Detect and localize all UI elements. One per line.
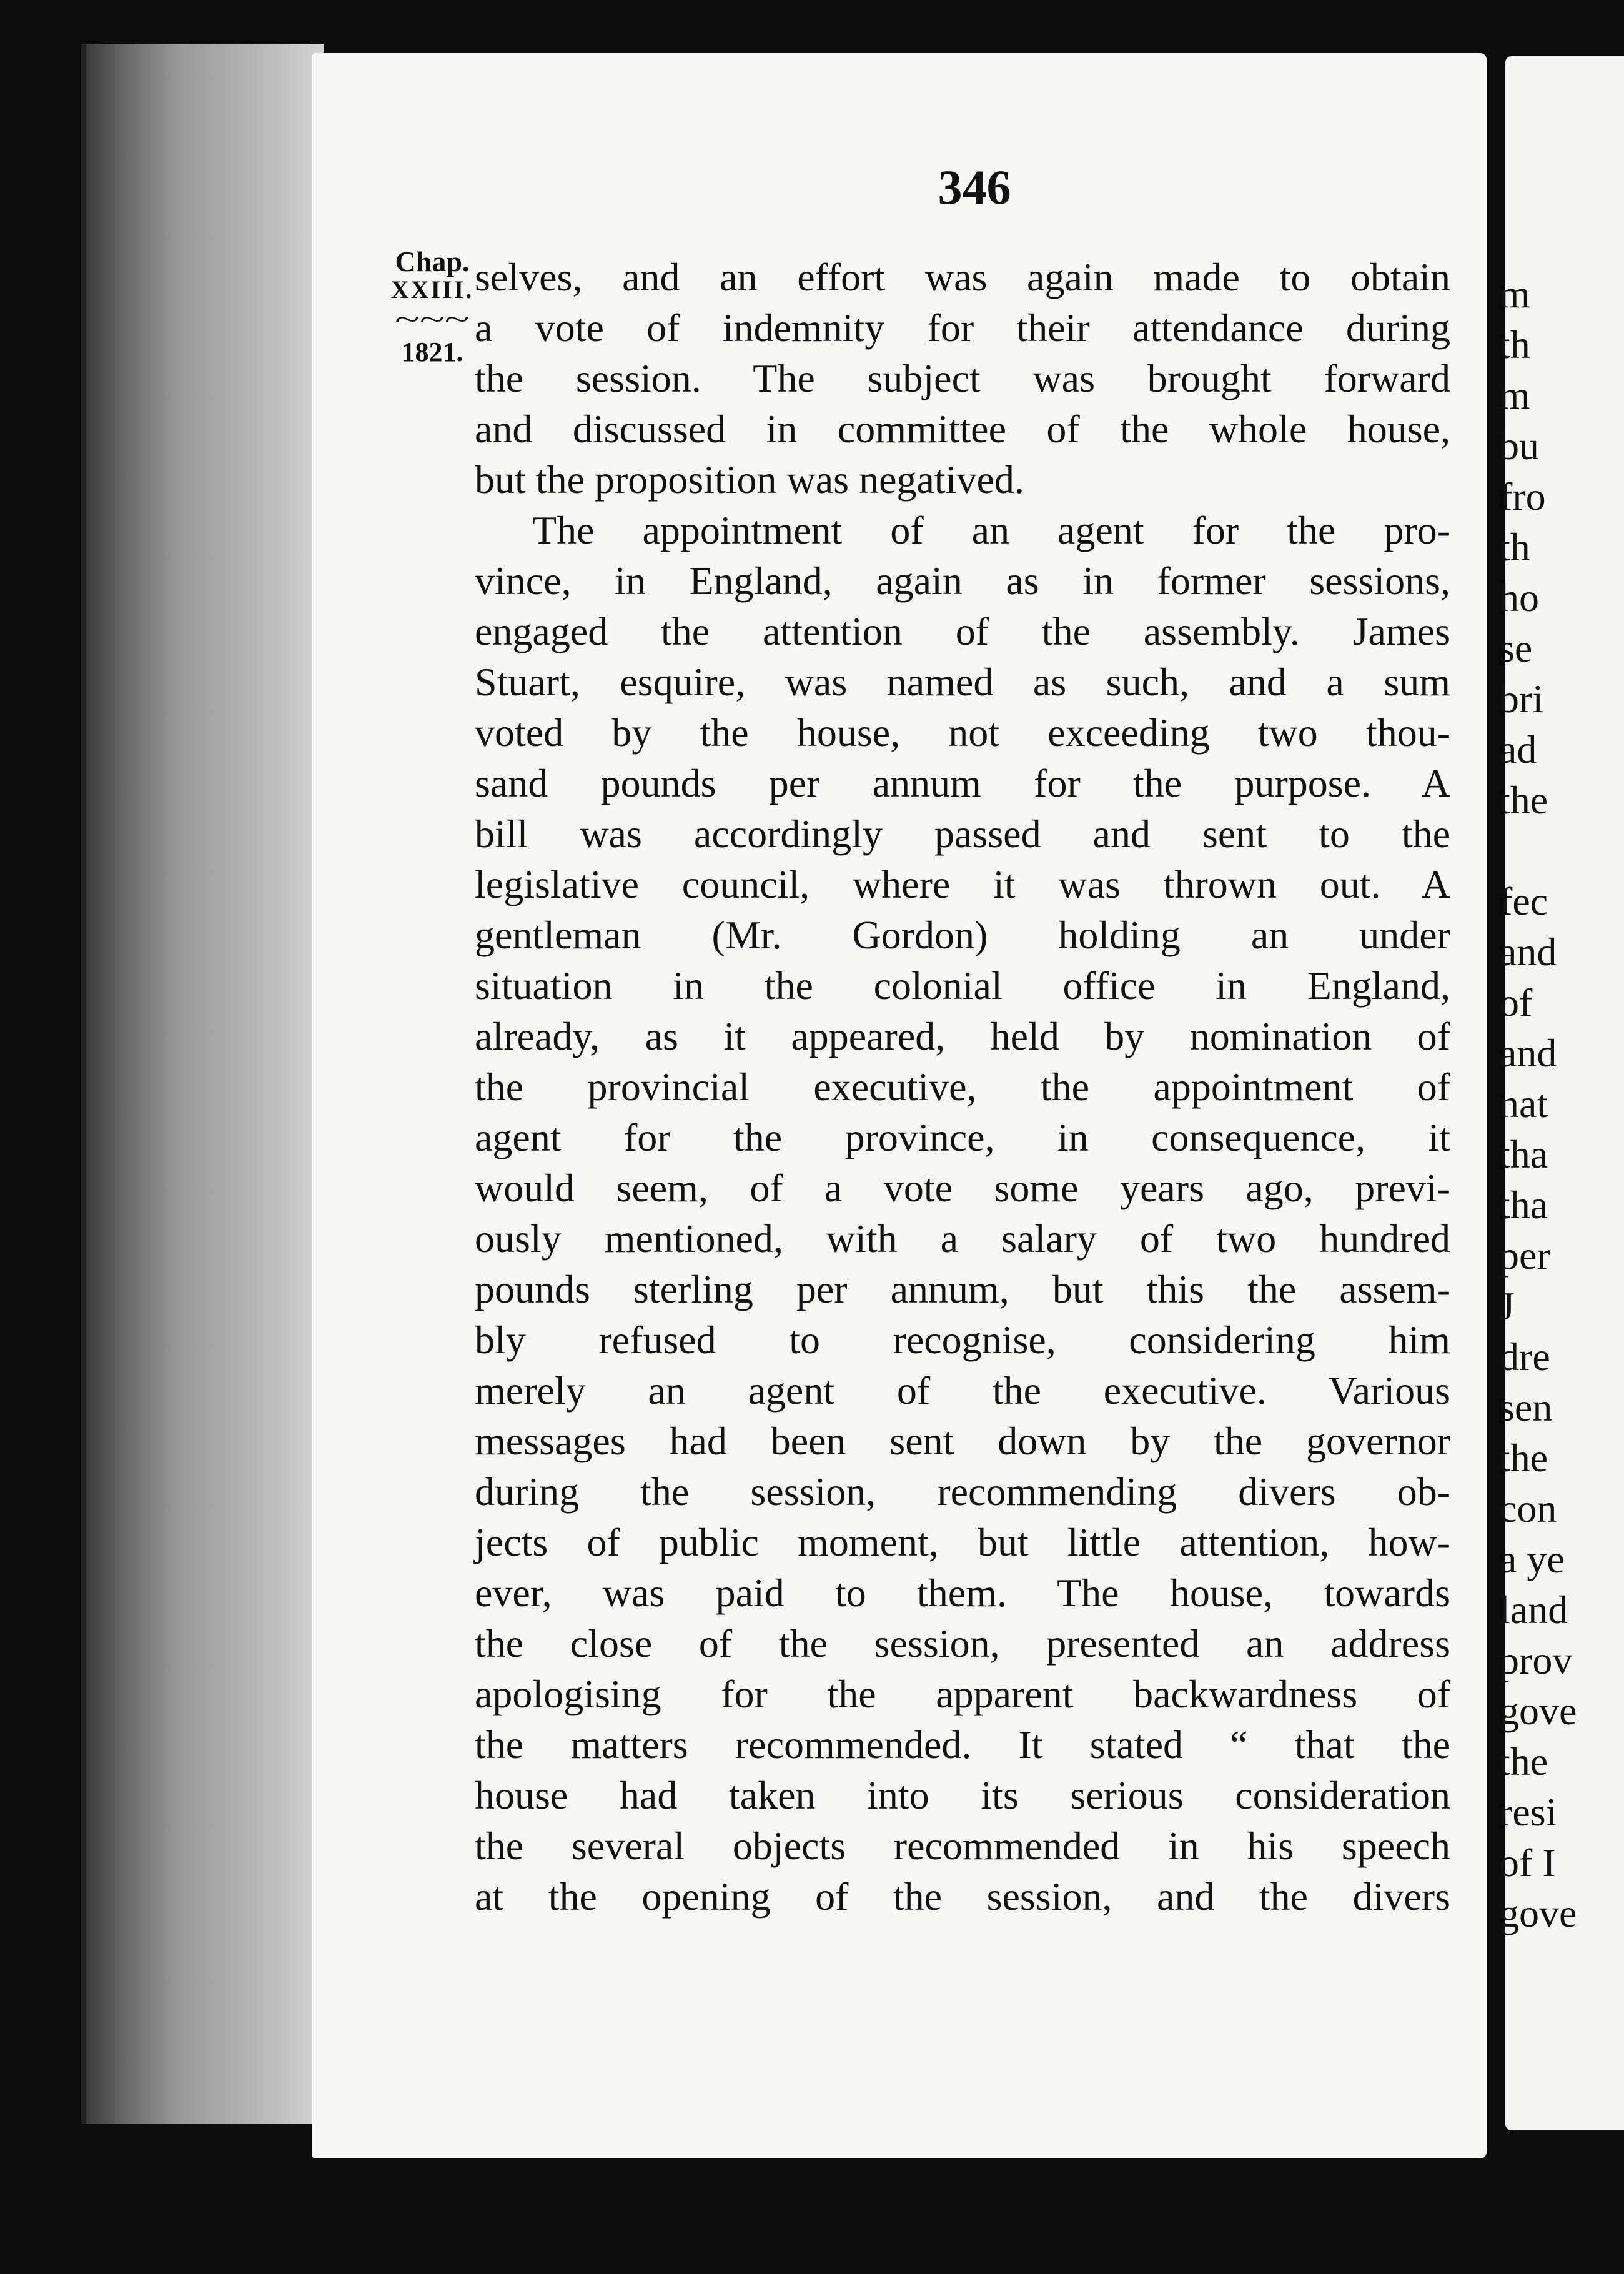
text-line: gentleman (Mr. Gordon) holding an under: [475, 913, 1450, 957]
adjacent-page-line: and: [1499, 930, 1557, 974]
adjacent-page-line: of: [1499, 980, 1533, 1025]
adjacent-page-line: the: [1499, 1436, 1548, 1480]
text-line: bill was accordingly passed and sent to the: [475, 812, 1450, 856]
text-line: vince, in England, again as in former sessions,: [475, 559, 1450, 603]
chapter-label: Chap.: [395, 246, 470, 277]
adjacent-page-line: the: [1499, 1739, 1548, 1784]
text-line: sand pounds per annum for the purpose. A: [475, 761, 1450, 805]
text-line: and discussed in committee of the whole house,: [475, 407, 1450, 451]
adjacent-page-line: and: [1499, 1031, 1557, 1075]
adjacent-page-line: th: [1499, 525, 1530, 569]
adjacent-page-line: prov: [1499, 1638, 1573, 1682]
text-line: pounds sterling per annum, but this the assem-: [475, 1267, 1450, 1311]
adjacent-page-line: sen: [1499, 1385, 1553, 1429]
text-line: the several objects recommended in his speech: [475, 1824, 1450, 1868]
text-line: house had taken into its serious consideration: [475, 1773, 1450, 1817]
book-page-edges: [81, 44, 324, 2124]
text-line: a vote of indemnity for their attendance during: [475, 305, 1450, 350]
adjacent-page-line: bri: [1499, 677, 1544, 721]
text-line: jects of public moment, but little attention, how-: [475, 1520, 1450, 1564]
text-line: ever, was paid to them. The house, towards: [475, 1571, 1450, 1615]
swash-ornament: ~~~: [395, 303, 470, 335]
text-line: the provincial executive, the appointment of: [475, 1065, 1450, 1109]
adjacent-page-line: ho: [1499, 575, 1539, 620]
adjacent-page-line: tha: [1499, 1132, 1548, 1176]
adjacent-page-line: land: [1499, 1587, 1568, 1632]
adjacent-page-line: fec: [1499, 879, 1548, 923]
adjacent-page-line: ad: [1499, 727, 1537, 772]
text-line: Stuart, esquire, was named as such, and a sum: [475, 660, 1450, 704]
text-line: legislative council, where it was thrown out. A: [475, 862, 1450, 906]
adjacent-page-line: gove: [1499, 1689, 1577, 1733]
adjacent-page-line: nat: [1499, 1081, 1548, 1126]
adjacent-page-line: J: [1499, 1284, 1515, 1328]
adjacent-page-line: resi: [1499, 1790, 1557, 1834]
text-line: The appointment of an agent for the pro-: [532, 508, 1450, 552]
text-line: messages had been sent down by the governor: [475, 1419, 1450, 1463]
text-line: voted by the house, not exceeding two thou-: [475, 710, 1450, 755]
adjacent-page-line: fro: [1499, 474, 1546, 519]
text-line: apologising for the apparent backwardness of: [475, 1672, 1450, 1716]
text-line: at the opening of the session, and the divers: [475, 1874, 1450, 1919]
chapter-number: XXIII.: [390, 276, 474, 304]
text-line: already, as it appeared, held by nomination of: [475, 1014, 1450, 1058]
adjacent-page-line: gove: [1499, 1891, 1577, 1935]
adjacent-page-line: bu: [1499, 424, 1539, 468]
text-line: the matters recommended. It stated “ that the: [475, 1722, 1450, 1767]
adjacent-page-fragment: [1499, 56, 1624, 2130]
text-line: ously mentioned, with a salary of two hundred: [475, 1216, 1450, 1261]
text-line: the close of the session, presented an address: [475, 1621, 1450, 1666]
text-line: would seem, of a vote some years ago, previ-: [475, 1166, 1450, 1210]
text-line: but the proposition was negatived.: [475, 457, 1024, 502]
text-line: agent for the province, in consequence, it: [475, 1115, 1450, 1159]
adjacent-page-line: per: [1499, 1233, 1550, 1278]
text-line: selves, and an effort was again made to obtain: [475, 255, 1450, 299]
margin-year: 1821.: [401, 337, 463, 368]
text-line: the session. The subject was brought forward: [475, 356, 1450, 400]
text-line: merely an agent of the executive. Various: [475, 1368, 1450, 1413]
text-line: engaged the attention of the assembly. James: [475, 609, 1450, 653]
body-text: [475, 252, 1450, 1922]
adjacent-page-line: th: [1499, 322, 1530, 367]
text-line: situation in the colonial office in England,: [475, 963, 1450, 1008]
text-line: bly refused to recognise, considering him: [475, 1318, 1450, 1362]
page-number: 346: [938, 160, 1011, 214]
adjacent-page-line: dre: [1499, 1334, 1550, 1379]
chapter-margin-note: [389, 247, 476, 367]
adjacent-page-line: con: [1499, 1486, 1557, 1531]
adjacent-page-line: tha: [1499, 1183, 1548, 1227]
adjacent-page-line: a ye: [1499, 1537, 1565, 1581]
text-line: during the session, recommending divers ob-: [475, 1469, 1450, 1514]
adjacent-page-line: m: [1499, 373, 1530, 417]
adjacent-page-line: se: [1499, 626, 1533, 670]
adjacent-page-line: of I: [1499, 1840, 1556, 1885]
adjacent-page-line: the: [1499, 778, 1548, 822]
adjacent-page-line: m: [1499, 272, 1530, 316]
